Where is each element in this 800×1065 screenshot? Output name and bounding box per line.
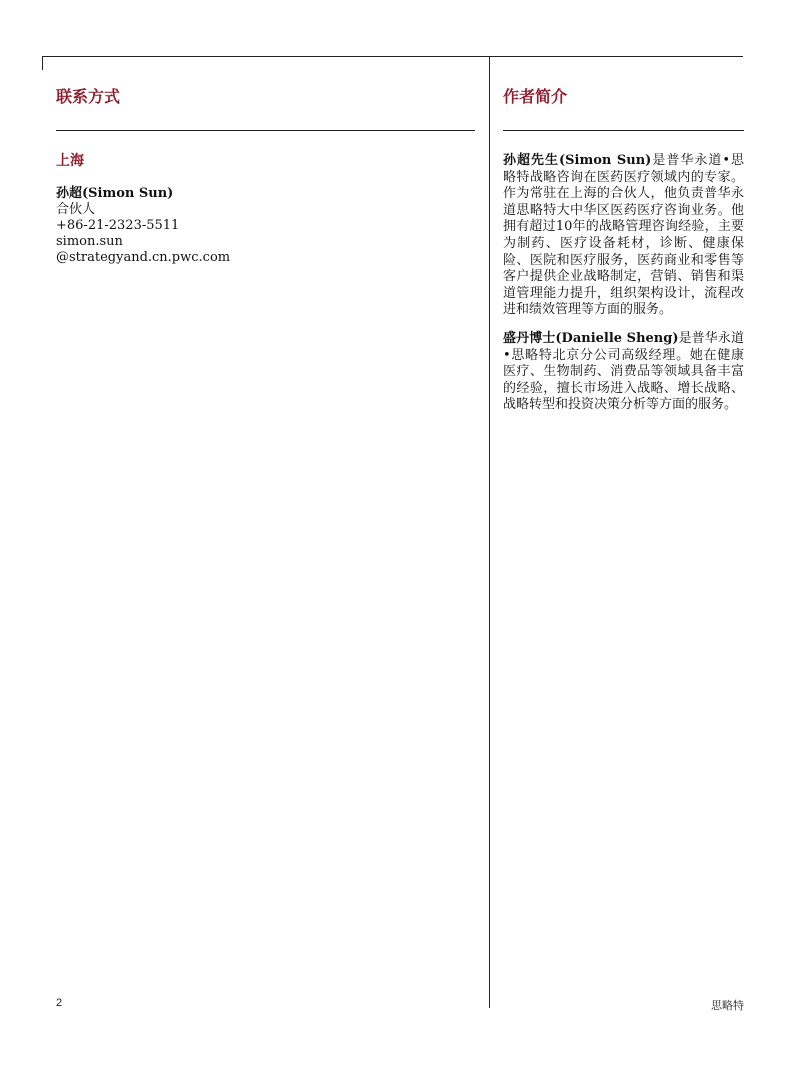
footer-brand: 思略特 (711, 999, 744, 1012)
author-bio-simon-name: 孙超先生(Simon Sun) (503, 153, 652, 168)
corner-tick (42, 56, 43, 70)
contact-heading-rule (56, 130, 475, 131)
author-bio-simon-text: 是普华永道•思略特战略咨询在医药医疗领域内的专家。作为常驻在上海的合伙人，他负责普华永道思略特大中华区医药医疗咨询业务。他拥有超过10年的战略管理咨询经验，主要为制药、医疗设备耗材，诊断、健康保险、医院和医疗服务，医药商业和零售等客户提供企业战略制定，营销、销售和渠道管理能力提升，组织架构设计，流程改进和绩效管理等方面的服务。 (503, 153, 744, 318)
contact-email-user[interactable]: simon.sun (56, 234, 123, 249)
author-heading-rule (503, 130, 744, 131)
author-bio-danielle (503, 331, 744, 414)
contact-card (56, 186, 476, 266)
contact-phone[interactable]: +86-21-2323-5511 (56, 218, 180, 233)
page-number: 2 (56, 997, 63, 1009)
author-heading: 作者简介 (503, 87, 568, 106)
contact-name: 孙超(Simon Sun) (56, 186, 174, 201)
author-bio-danielle-name: 盛丹博士(Danielle Sheng) (503, 331, 679, 346)
top-rule (42, 56, 743, 57)
author-bio-danielle-text: 是普华永道•思略特北京分公司高级经理。她在健康医疗、生物制药、消费品等领域具备丰富的经验，擅长市场进入战略、增长战略、战略转型和投资决策分析等方面的服务。 (503, 331, 744, 413)
author-bio-simon (503, 153, 744, 319)
contact-city: 上海 (56, 153, 84, 169)
contact-email-domain[interactable]: @strategyand.cn.pwc.com (56, 250, 231, 265)
contact-role: 合伙人 (56, 202, 96, 217)
column-divider (489, 56, 490, 1008)
contact-heading: 联系方式 (56, 87, 121, 106)
